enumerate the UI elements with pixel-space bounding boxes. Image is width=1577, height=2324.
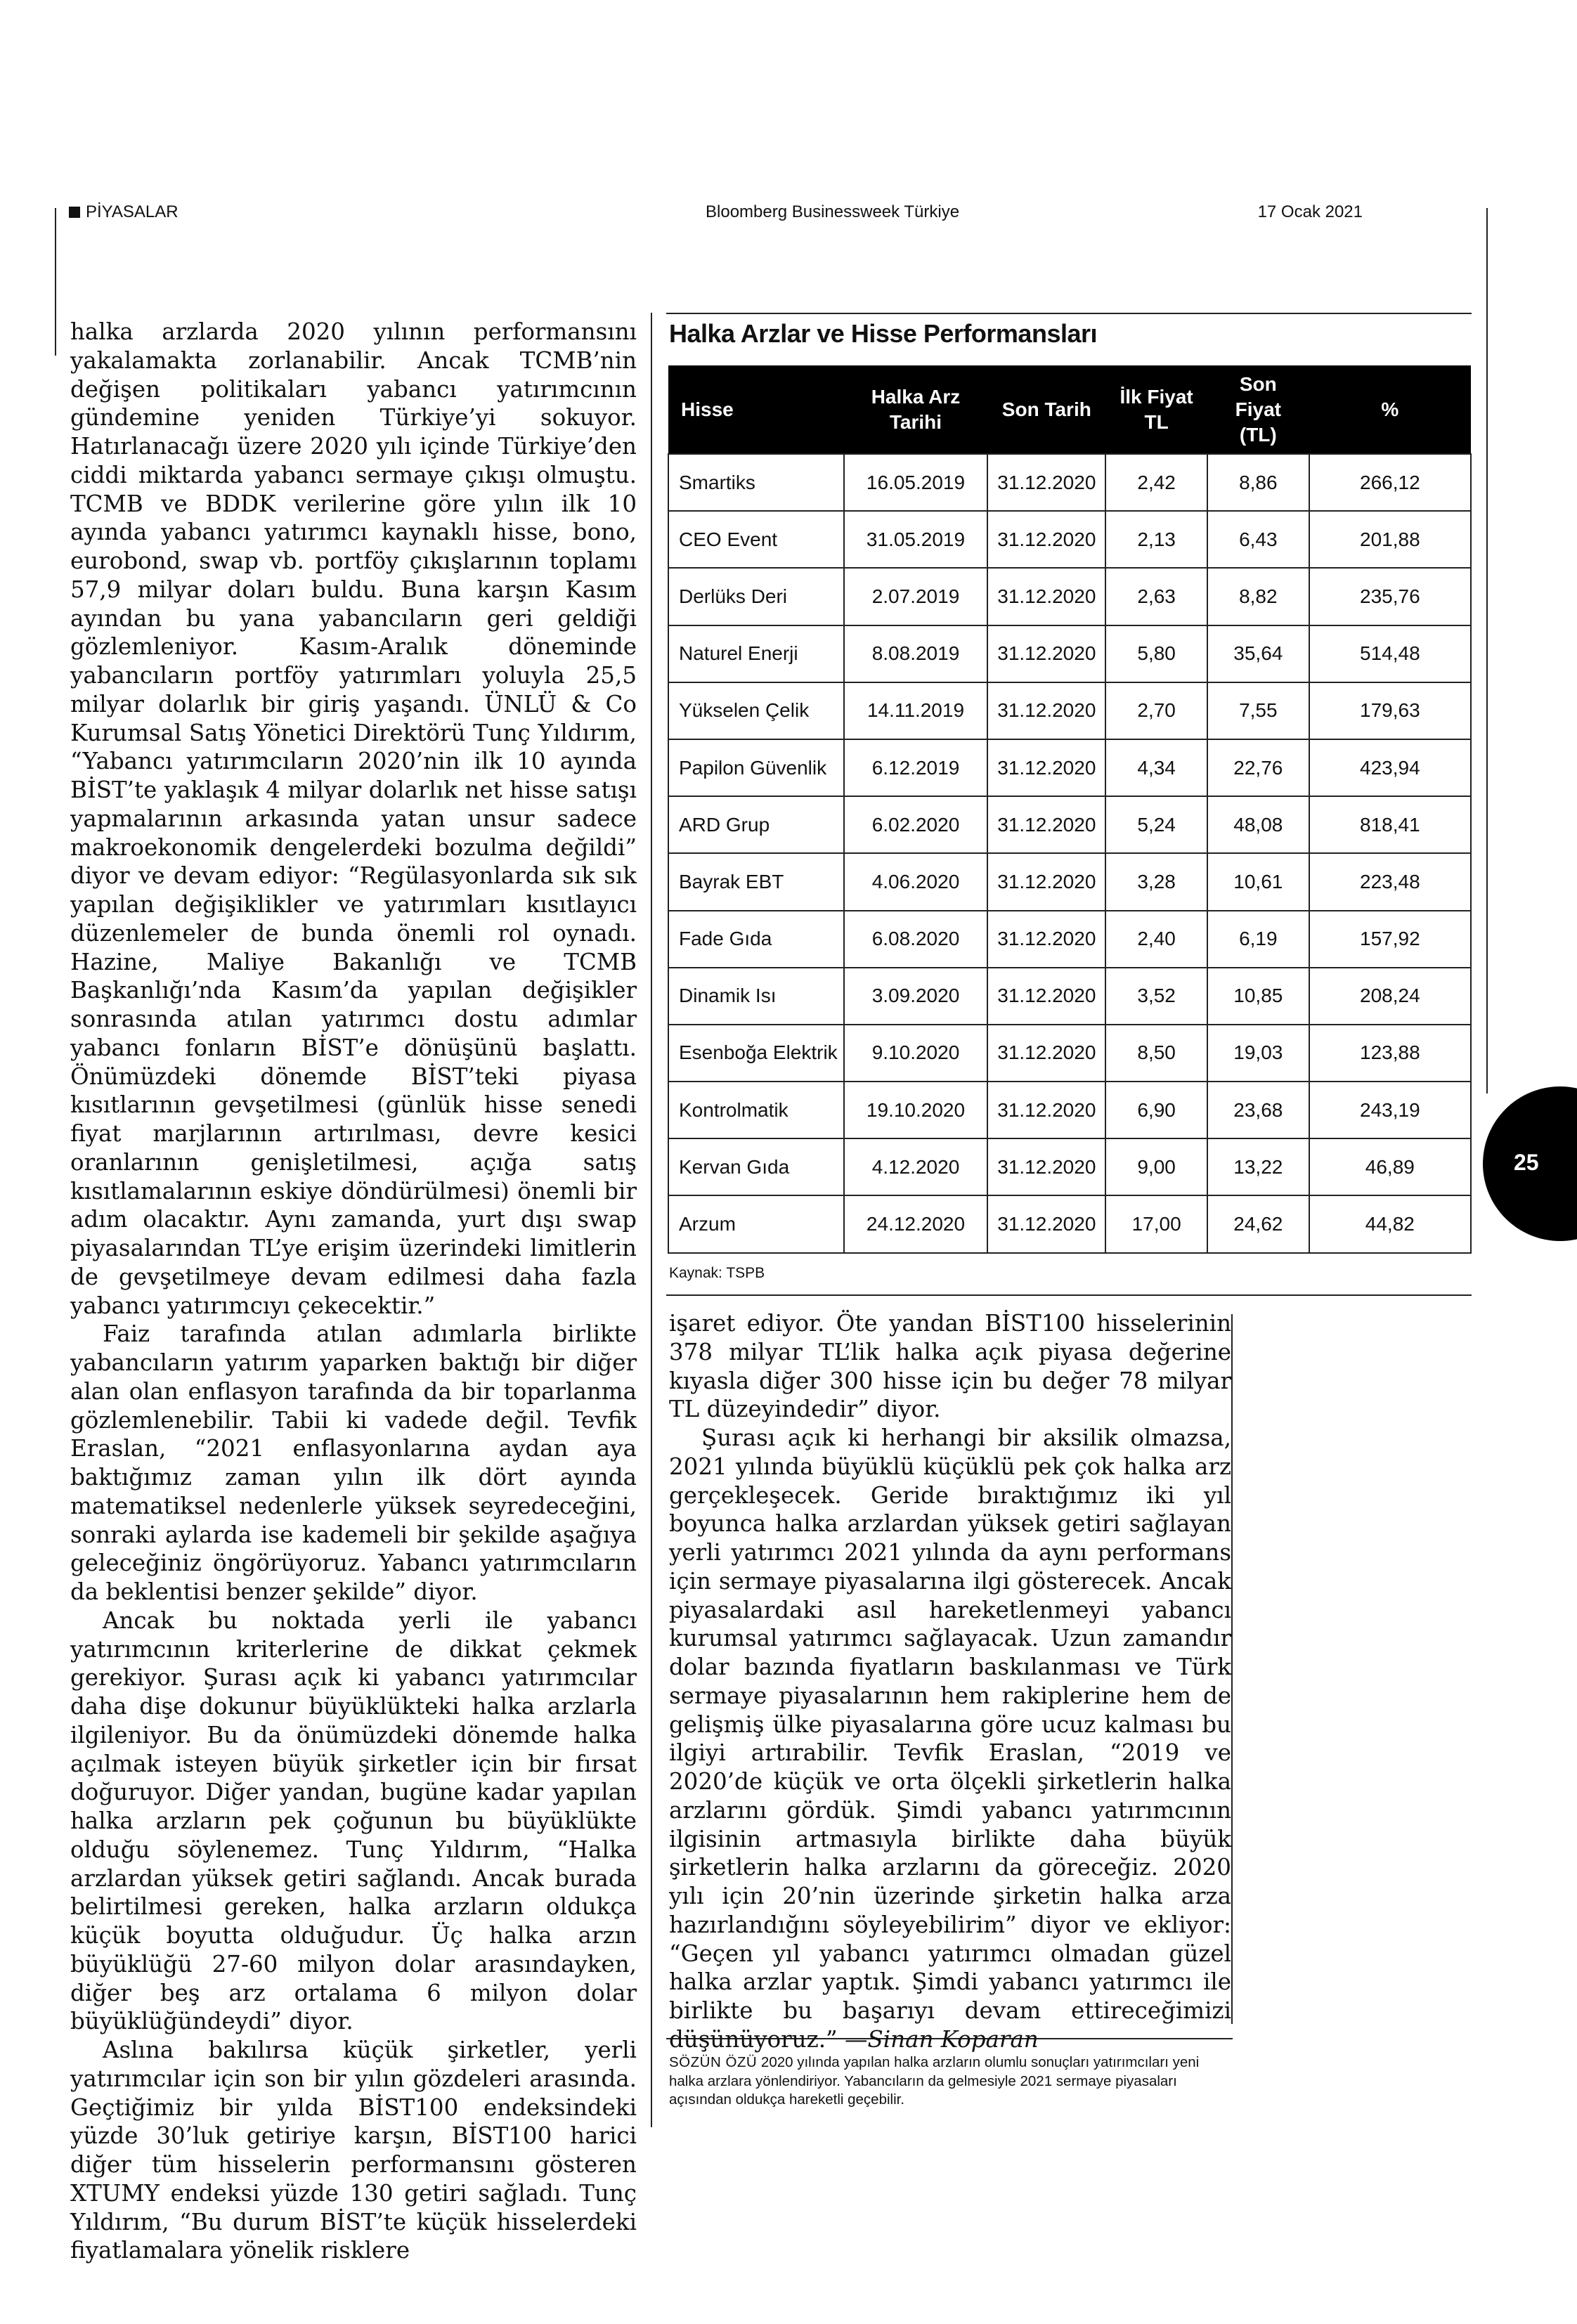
table-cell: 208,24 [1309,968,1471,1025]
table-cell: 31.12.2020 [987,1138,1105,1195]
table-source: Kaynak: TSPB [669,1265,765,1281]
caption-text: 2020 yılında yapılan halka arzların olumlu sonuçları yatırımcıları yeni halka arzlara yönlendiriyor. Yabancıların da gelmesiyle 2021 sermaye piyasaları açısından oldukça hareketli geçebilir. [669,2054,1200,2108]
table-cell: 9.10.2020 [844,1025,988,1082]
table-cell: 2.07.2019 [844,568,988,625]
table-cell: Kervan Gıda [668,1138,844,1195]
table-row [668,1138,1471,1195]
table-cell: Papilon Güvenlik [668,739,844,796]
table-cell: 10,85 [1207,968,1309,1025]
table-cell: 3.09.2020 [844,968,988,1025]
table-cell: 514,48 [1309,625,1471,682]
table-cell: Dinamik Isı [668,968,844,1025]
table-row [668,1025,1471,1082]
table-cell: 7,55 [1207,682,1309,739]
article-paragraph-text: Şurası açık ki herhangi bir aksilik olmazsa, 2021 yılında büyüklü küçüklü pek çok halka arz gerçekleşecek. Geride bıraktığımız iki yıl boyunca halka arzlardan yüksek getiri sağlayan yerli yatırımcı 2021 yılında da aynı performans için sermaye piyasalarına ilgi gösterecek. Ancak piyasalardaki asıl hareketlenmeyi yabancı kurumsal yatırımcı sağlayacak. Uzun zamandır dolar bazında fiyatların baskılanması ve Türk sermaye piyasalarının hem rakiplerine hem de gelişmiş ülke piyasalarına göre ucuz kalması bu ilgiyi artırabilir. Tevfik Eraslan, “2019 ve 2020’de küçük ve orta ölçekli şirketlerin halka arzlarını gördük. Şimdi yabancı yatırımcının ilgisinin artmasıyla birlikte daha büyük şirketlerin halka arzlarını da göreceğiz. 2020 yılı için 20’nin üzerinde şirketin halka arza hazırlandığını söyleyebilirim” diyor ve ekliyor: “Geçen yıl yabancı yatırımcı olmadan güzel halka arzlar yaptık. Şimdi yabancı yatırımcı ile birlikte bu başarıyı devam ettireceğimizi düşünüyoruz.” [669,1424,1231,2053]
page-header [69,202,1486,222]
table-cell: 123,88 [1309,1025,1471,1082]
table-cell: 8,82 [1207,568,1309,625]
table-cell: Fade Gıda [668,911,844,968]
table-cell: Kontrolmatik [668,1082,844,1138]
article-paragraph: halka arzlarda 2020 yılının performansını yakalamakta zorlanabilir. Ancak TCMB’nin değişen politikaları yabancı yatırımcının gündemine yeniden Türkiye’yi sokuyor. Hatırlanacağı üzere 2020 yılı içinde Türkiye’den ciddi miktarda yabancı sermaye çıkışı olmuştu. TCMB ve BDDK verilerine göre yılın ilk 10 ayında yabancı yatırımcı kaynaklı hisse, bono, eurobond, swap vb. portföy çıkışlarının toplamı 57,9 milyar doları buldu. Buna karşın Kasım ayından bu yana yabancıların geri geldiği gözlemleniyor. Kasım-Aralık döneminde yabancıların portföy yatırımları yoluyla 25,5 milyar dolarlık bir giriş yaşandı. ÜNLÜ & Co Kurumsal Satış Yönetici Direktörü Tunç Yıldırım, “Yabancı yatırımcıların 2020’nin ilk 10 ayında BİST’te yaklaşık 4 milyar dolarlık net hisse satışı yapmalarının arkasında yatan unsur sadece makroekonomik dengelerdeki bozulma değildi” diyor ve devam ediyor: “Regülasyonlarda sık sık yapılan değişiklikler ve yatırımları kısıtlayıcı düzenlemeler de bunda önemli rol oynadı. Hazine, Maliye Bakanlığı ve TCMB Başkanlığı’nda Kasım’da yapılan değişikler sonrasında atılan yatırımcı dostu adımlar yabancı fonların BİST’e dönüşünü başlattı. Önümüzdeki dönemde BİST’teki piyasa kısıtlarının gevşetilmesi (günlük hisse senedi fiyat marjlarının artırılması, devre kesici oranlarının genişletilmesi, açığa satış kısıtlamalarının eskiye döndürülmesi) önemli bir adım olacaktır. Aynı zamanda, yurt dışı swap piyasalarından TL’ye erişim üzerindeki limitlerin de gevşetilmeye devam edilmesi daha fazla yabancı yatırımcıyı çekecektir.” [70,318,637,1319]
table-bottom-rule [666,1294,1472,1296]
table-cell: 31.12.2020 [987,568,1105,625]
table-cell: 223,48 [1309,853,1471,910]
table-cell: 6.02.2020 [844,796,988,853]
table-cell: 9,00 [1105,1138,1207,1195]
table-cell: 31.05.2019 [844,511,988,568]
table-cell: 10,61 [1207,853,1309,910]
table-cell: 13,22 [1207,1138,1309,1195]
column3-right-rule [1231,1314,1233,2024]
table-cell: 31.12.2020 [987,1082,1105,1138]
article-column-2 [669,1309,1231,2054]
table-cell: 2,42 [1105,454,1207,511]
table-top-rule [666,313,1472,314]
column-header: Son Tarih [987,365,1105,454]
table-cell: Derlüks Deri [668,568,844,625]
article-paragraph [669,1424,1231,2054]
article-paragraph: işaret ediyor. Öte yandan BİST100 hisselerinin 378 milyar TL’lik halka açık piyasa değerine kıyasla diğer 300 hisse için bu değer 78 milyar TL düzeyindedir” diyor. [669,1310,1231,1423]
author-signature: —Sinan Koparan [845,2025,1039,2053]
table-row [668,911,1471,968]
table-cell: 24.12.2020 [844,1195,988,1252]
table-row [668,1082,1471,1138]
table-cell: Smartiks [668,454,844,511]
table-cell: 8,86 [1207,454,1309,511]
table-cell: 6,19 [1207,911,1309,968]
table-row [668,968,1471,1025]
table-cell: 31.12.2020 [987,796,1105,853]
table-cell: 6,90 [1105,1082,1207,1138]
table-row [668,739,1471,796]
table-cell: 818,41 [1309,796,1471,853]
column-header: Halka Arz Tarihi [844,365,988,454]
table-cell: Arzum [668,1195,844,1252]
table-cell: 157,92 [1309,911,1471,968]
table-cell: 31.12.2020 [987,853,1105,910]
table-cell: 3,52 [1105,968,1207,1025]
caption-label: SÖZÜN ÖZÜ [669,2054,758,2070]
article-paragraph: Faiz tarafında atılan adımlarla birlikte yabancıların yatırım yaparken baktığı bir diğer alan olan enflasyon tarafında da bir toparlanma gözlemlenebilir. Tabii ki vadede değil. Tevfik Eraslan, “2021 enflasyonlarına aydan aya baktığımız zaman yılın ilk dört ayında matematiksel nedenlerle yüksek seyredeceğini, sonraki aylarda ise kademeli bir şekilde aşağıya geleceğiniz öngörüyoruz. Yabancı yatırımcıların da beklentisi benzer şekilde” diyor. [70,1320,637,1605]
left-margin-rule [55,208,56,356]
table-cell: 22,76 [1207,739,1309,796]
table-cell: 5,80 [1105,625,1207,682]
table-cell: 243,19 [1309,1082,1471,1138]
table-row [668,853,1471,910]
table-cell: 4.12.2020 [844,1138,988,1195]
table-title: Halka Arzlar ve Hisse Performansları [669,319,1097,348]
table-cell: 266,12 [1309,454,1471,511]
table-cell: 8,50 [1105,1025,1207,1082]
table-cell: 5,24 [1105,796,1207,853]
section-name: PİYASALAR [86,202,179,221]
table-cell: 3,28 [1105,853,1207,910]
table-cell: 16.05.2019 [844,454,988,511]
table-row [668,511,1471,568]
table-cell: 2,70 [1105,682,1207,739]
section-label [69,202,179,222]
table-cell: 423,94 [1309,739,1471,796]
table-cell: 31.12.2020 [987,625,1105,682]
table-cell: Esenboğa Elektrik [668,1025,844,1082]
table-row [668,568,1471,625]
table-cell: 2,63 [1105,568,1207,625]
table-cell: 235,76 [1309,568,1471,625]
table-cell: ARD Grup [668,796,844,853]
table-cell: 31.12.2020 [987,739,1105,796]
article-paragraph: Aslına bakılırsa küçük şirketler, yerli yatırımcılar için son bir yılın gözdeleri arasında. Geçtiğimiz bir yılda BİST100 endeksindeki yüzde 30’luk getiriye karşın, BİST100 harici diğer tüm hisselerin performansını gösteren XTUMY endeksi yüzde 130 getiri sağladı. Tunç Yıldırım, “Bu durum BİST’te küçük hisselerdeki fiyatlamalara yönelik risklere [70,2037,637,2264]
table-cell: 31.12.2020 [987,968,1105,1025]
table-cell: CEO Event [668,511,844,568]
table-cell: 23,68 [1207,1082,1309,1138]
table-cell: 6.12.2019 [844,739,988,796]
table-cell: 19.10.2020 [844,1082,988,1138]
table-cell: 2,40 [1105,911,1207,968]
column-header: Hisse [668,365,844,454]
page-number: 25 [1514,1150,1539,1175]
table-row [668,1195,1471,1252]
table-cell: 48,08 [1207,796,1309,853]
publication-name: Bloomberg Businessweek Türkiye [706,202,960,221]
table-cell: 4.06.2020 [844,853,988,910]
table-row [668,796,1471,853]
table-header-row [668,365,1471,454]
table-cell: 201,88 [1309,511,1471,568]
article-paragraph: Ancak bu noktada yerli ile yabancı yatırımcının kriterlerine de dikkat çekmek gerekiyor. Şurası açık ki yabancı yatırımcılar daha dişe dokunur büyüklükteki halka arzlarla ilgileniyor. Bu da önümüzdeki dönemde halka açılmak isteyen büyük şirketler için bir fırsat doğuruyor. Diğer yandan, bugüne kadar yapılan halka arzların pek çoğunun bu büyüklükte olduğu söylenemez. Tunç Yıldırım, “Halka arzlardan yüksek getiri sağlandı. Ancak burada belirtilmesi gereken, halka arzların oldukça küçük boyutta olduğudur. Üç halka arzın büyüklüğü 27-60 milyon dolar arasındayken, diğer beş arz ortalama 6 milyon dolar büyüklüğündeydi” diyor. [70,1606,637,2035]
table-cell: 46,89 [1309,1138,1471,1195]
table-cell: 31.12.2020 [987,1025,1105,1082]
table-cell: 31.12.2020 [987,682,1105,739]
table-cell: 35,64 [1207,625,1309,682]
table-cell: 24,62 [1207,1195,1309,1252]
table-cell: 17,00 [1105,1195,1207,1252]
column-header: İlk Fiyat TL [1105,365,1207,454]
column-divider [651,313,652,2127]
table-cell: Bayrak EBT [668,853,844,910]
ipo-performance-table [668,365,1472,1254]
table-cell: 2,13 [1105,511,1207,568]
table-cell: 4,34 [1105,739,1207,796]
table-cell: 44,82 [1309,1195,1471,1252]
right-margin-rule [1486,208,1488,1093]
table-row [668,454,1471,511]
table-cell: 6,43 [1207,511,1309,568]
table-cell: 179,63 [1309,682,1471,739]
table-cell: Naturel Enerji [668,625,844,682]
issue-date: 17 Ocak 2021 [1257,202,1363,221]
table-cell: 19,03 [1207,1025,1309,1082]
summary-caption [669,2053,1217,2110]
section-square-icon [69,207,80,218]
table-cell: 31.12.2020 [987,511,1105,568]
article-column-1 [70,318,637,2265]
table-cell: 6.08.2020 [844,911,988,968]
table-cell: 14.11.2019 [844,682,988,739]
table-cell: 31.12.2020 [987,911,1105,968]
table-cell: 31.12.2020 [987,1195,1105,1252]
table-cell: 8.08.2019 [844,625,988,682]
table-cell: Yükselen Çelik [668,682,844,739]
column-header: Son Fiyat (TL) [1207,365,1309,454]
column-header: % [1309,365,1471,454]
table-row [668,682,1471,739]
table-cell: 31.12.2020 [987,454,1105,511]
table-row [668,625,1471,682]
